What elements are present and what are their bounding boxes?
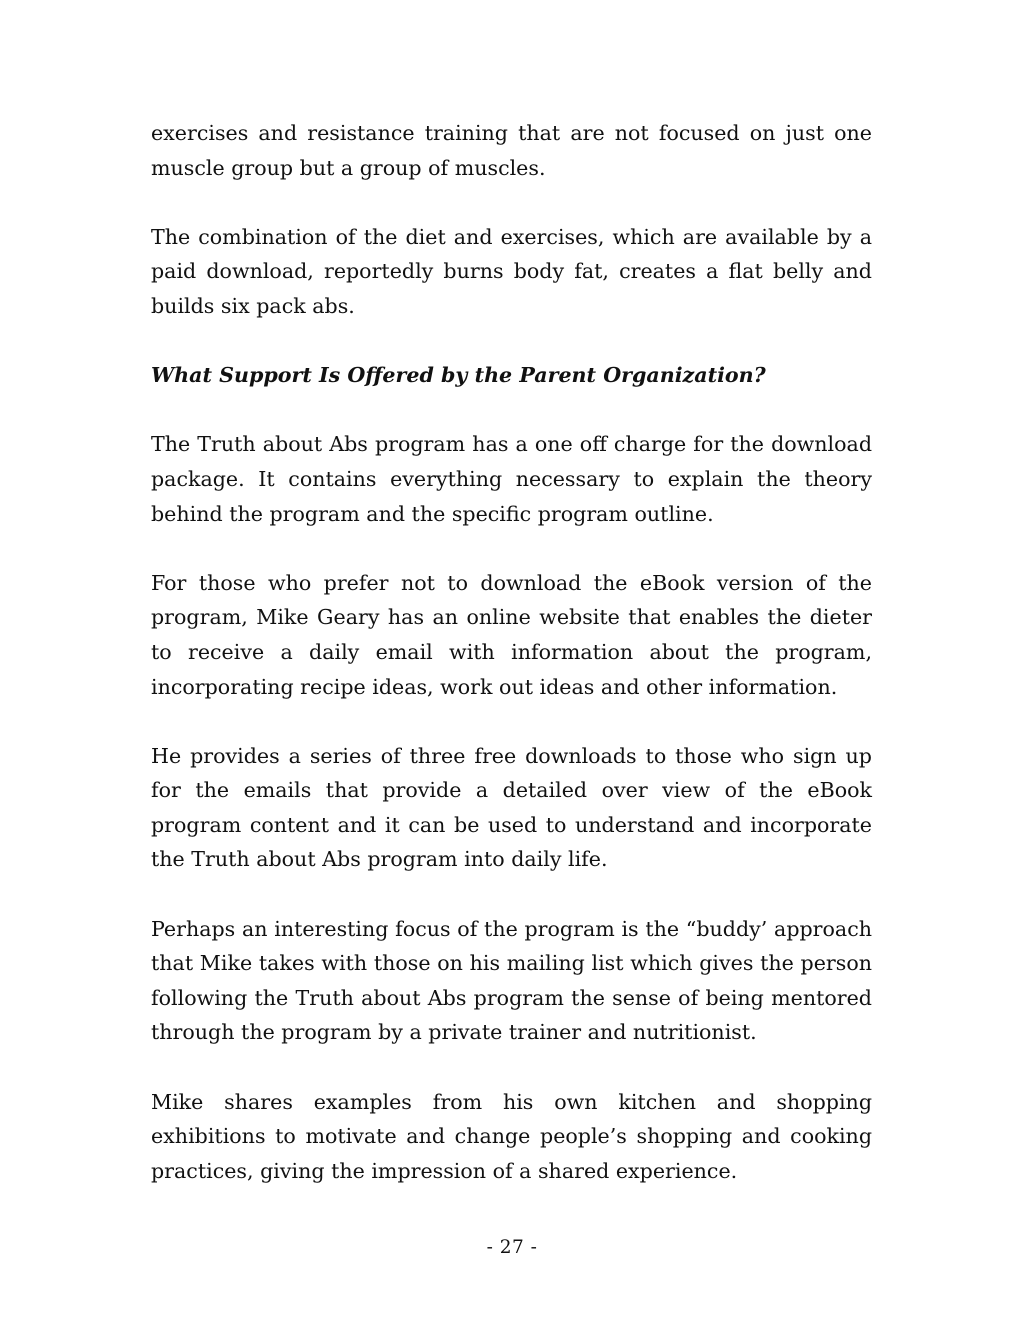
- paragraph-exercises: exercises and resistance training that are not focused on just one muscle group but a group of muscles.: [151, 121, 872, 180]
- page-number: - 27 -: [486, 1237, 538, 1258]
- paragraph-download-package: The Truth about Abs program has a one off charge for the download package. It contains everything necessary to explain the theory behind the program and the specific program outline.: [151, 432, 872, 526]
- paragraph-diet-combination: The combination of the diet and exercises, which are available by a paid download, reportedly burns body fat, creates a flat belly and builds six pack abs.: [151, 224, 872, 318]
- section-heading: What Support Is Offered by the Parent Organization?: [151, 363, 766, 388]
- paragraph-free-downloads: He provides a series of three free downloads to those who sign up for the emails that provide a detailed over view of the eBook program content and it can be used to understand and incorporate the Truth about Abs program into daily life.: [151, 743, 872, 872]
- paragraph-kitchen-examples: Mike shares examples from his own kitchen and shopping exhibitions to motivate and change people’s shopping and cooking practices, giving the impression of a shared experience.: [151, 1089, 872, 1183]
- paragraph-buddy-approach: Perhaps an interesting focus of the program is the “buddy’ approach that Mike takes with those on his mailing list which gives the person following the Truth about Abs program the sense of being mentored through the program by a private trainer and nutritionist.: [151, 916, 872, 1045]
- paragraph-online-website: For those who prefer not to download the eBook version of the program, Mike Geary has an online website that enables the dieter to receive a daily email with information about the program, incorporating recipe ideas, work out ideas and other information.: [151, 570, 872, 699]
- page-body: [151, 116, 872, 1223]
